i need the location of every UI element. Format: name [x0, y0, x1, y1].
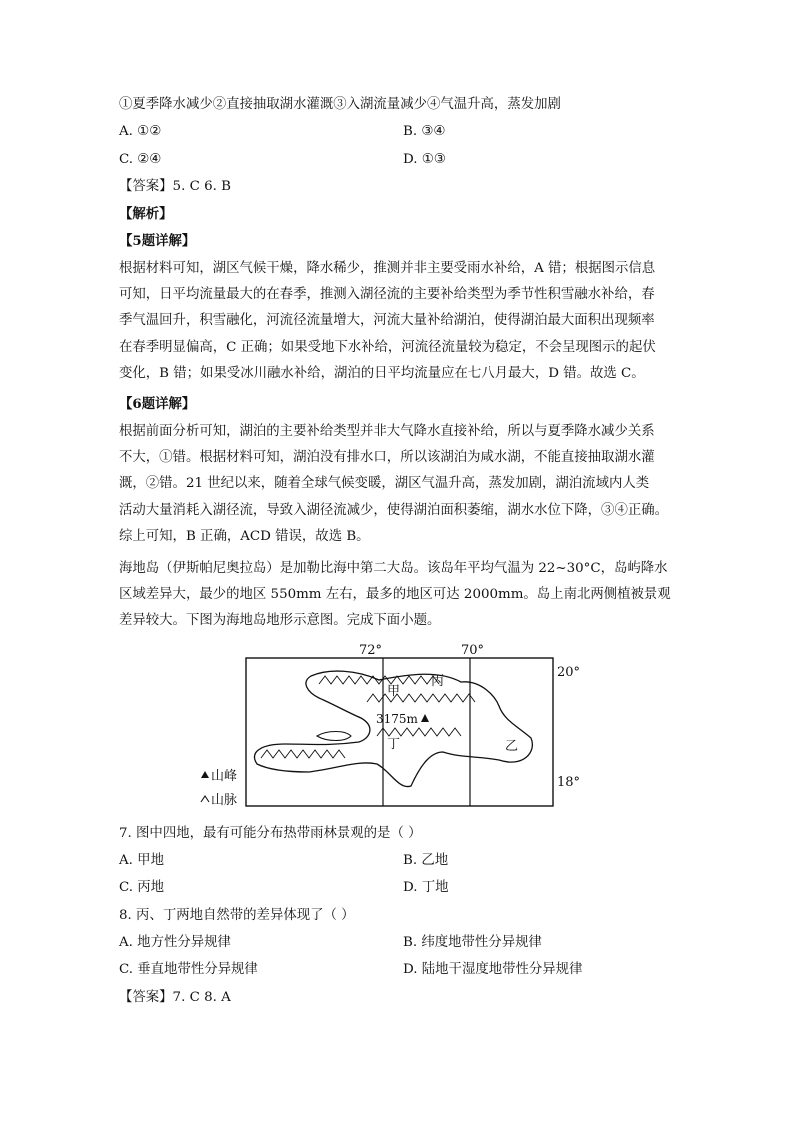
q5-heading: 【5题详解】 — [119, 233, 196, 249]
legend-range-icon — [201, 796, 209, 802]
q8-option-b: B. 纬度地带性分异规律 — [403, 935, 542, 950]
lon-label-70: 70° — [461, 643, 485, 658]
place-bing: 丙 — [431, 674, 445, 689]
place-ding: 丁 — [387, 737, 401, 752]
q5-line: 季气温回升，积雪融化，河流径流量增大，河流大量补给湖泊，使得湖泊最大面积出现频率 — [119, 313, 655, 329]
option-c: C. ②④ — [119, 152, 162, 167]
peak-elevation-label: 3175m — [376, 712, 418, 726]
option-b: B. ③④ — [403, 124, 446, 139]
lat-label-20: 20° — [557, 665, 581, 680]
q7-option-d: D. 丁地 — [403, 880, 449, 895]
q6-line: 不大，①错。根据材料可知，湖泊没有排水口，所以该湖泊为咸水湖，不能直接抽取湖水灌 — [119, 450, 655, 466]
q7-option-b: B. 乙地 — [403, 853, 449, 868]
lon-label-72: 72° — [359, 643, 383, 658]
q8-option-a: A. 地方性分异规律 — [119, 935, 231, 950]
q6-explanation — [119, 419, 679, 550]
gonave-island — [317, 732, 351, 741]
q5-line: 变化，B 错；如果受冰川融水补给，湖泊的日平均流量应在七八月最大，D 错。故选 C。 — [119, 365, 645, 381]
material-line: 差异较大。下图为海地岛地形示意图。完成下面小题。 — [119, 613, 441, 629]
q7-option-a: A. 甲地 — [119, 853, 164, 868]
material-line: 区域差异大，最少的地区 550mm 左右，最多的地区可达 2000mm。岛上南北两侧植被景观 — [119, 587, 671, 603]
q7-stem: 7. 图中四地，最有可能分布热带雨林景观的是（ ） — [119, 826, 422, 841]
q6-heading: 【6题详解】 — [119, 396, 196, 412]
q5-line: 根据材料可知，湖区气候干燥，降水稀少，推测并非主要受雨水补给，A 错；根据图示信息 — [119, 261, 656, 276]
peak-icon — [421, 714, 429, 722]
q8-stem: 8. 丙、丁两地自然带的差异体现了（ ） — [119, 908, 355, 923]
legend-range-label: 山脉 — [211, 793, 238, 808]
mountain-range — [377, 728, 461, 736]
mountain-range — [261, 750, 345, 758]
option-d: D. ①③ — [403, 152, 446, 167]
legend-peak-icon — [201, 771, 209, 778]
analysis-heading: 【解析】 — [119, 206, 173, 222]
option-a: A. ①② — [119, 124, 162, 139]
q6-line: 综上可知，B 正确，ACD 错误，故选 B。 — [119, 528, 370, 544]
question-stem: ①夏季降水减少②直接抽取湖水灌溉③入湖流量减少④气温升高，蒸发加剧 — [119, 97, 561, 112]
legend-peak-label: 山峰 — [211, 769, 238, 784]
q5-line: 可知，日平均流量最大的在春季，推测入湖径流的主要补给类型为季节性积雪融水补给，春 — [119, 287, 655, 303]
q8-option-c: C. 垂直地带性分异规律 — [119, 962, 258, 977]
q8-option-d: D. 陆地干湿度地带性分异规律 — [403, 962, 583, 977]
answer-line-2: 【答案】7. C 8. A — [119, 990, 231, 1005]
q6-line: 活动大量消耗入湖径流，导致入湖径流减少，使得湖泊面积萎缩，湖水水位下降，③④正确。 — [119, 502, 669, 518]
q6-line: 溉，②错。21 世纪以来，随着全球气候变暖，湖区气温升高，蒸发加剧，湖泊流域内人类 — [119, 476, 650, 492]
material-line: 海地岛（伊斯帕尼奥拉岛）是加勒比海中第二大岛。该岛年平均气温为 22~30°C，岛屿降水 — [119, 561, 668, 576]
lat-label-18: 18° — [557, 775, 581, 790]
q7-option-c: C. 丙地 — [119, 880, 165, 895]
material-paragraph — [119, 556, 679, 635]
place-jia: 甲 — [387, 684, 401, 699]
place-yi: 乙 — [505, 739, 519, 754]
haiti-island-map — [199, 640, 589, 812]
q6-line: 根据前面分析可知，湖泊的主要补给类型并非大气降水直接补给，所以与夏季降水减少关系 — [119, 424, 655, 439]
q5-line: 在春季明显偏高，C 正确；如果受地下水补给，河流径流量较为稳定，不会呈现图示的起伏 — [119, 339, 656, 355]
answer-line: 【答案】5. C 6. B — [119, 179, 231, 194]
q5-explanation — [119, 256, 679, 387]
